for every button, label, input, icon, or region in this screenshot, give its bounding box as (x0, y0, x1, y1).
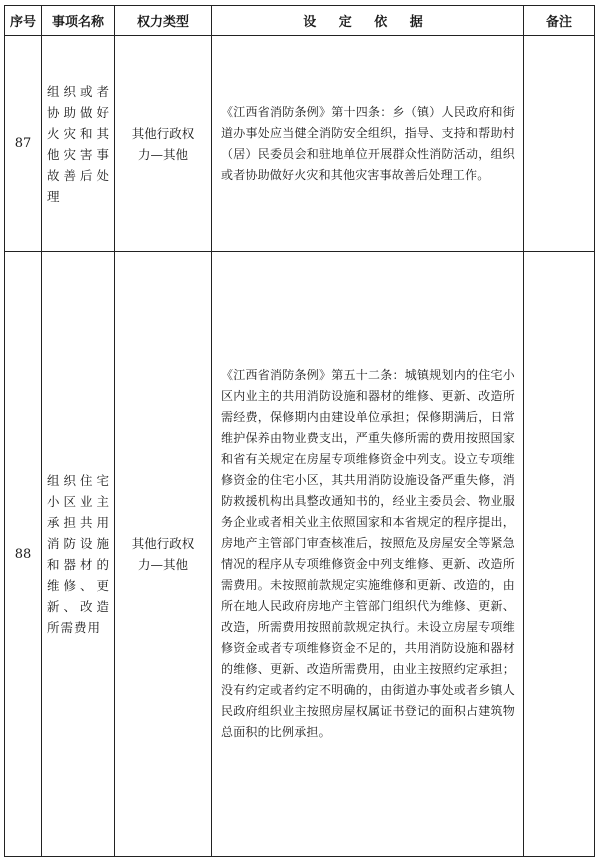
table-body (5, 36, 595, 857)
power-type-text: 其他行政权力—其他 (131, 536, 195, 572)
legal-basis: 《江西省消防条例》第五十二条：城镇规划内的住宅小区内业主的共用消防设施和器材的维修、更新、改造所需经费，保修期内由建设单位承担；保修期满后，日常维护保养由物业费支出，严重失修所需的费用按照国家和省有关规定在房屋专项维修资金中列支。设立专项维修资金的住宅小区，其共用消防设施设备严重失修，消防救援机构出具整改通知书的，经业主委员会、物业服务企业或者相关业主依照国家和本省规定的程序提出，房地产主管部门审查核准后，按照危及房屋安全等紧急情况的程序从专项维修资金中列支维修、更新、改造所需费用。未按照前款规定实施维修和更新、改造的，由所在地人民政府房地产主管部门组织代为维修、更新、改造，所需费用按照前款规定执行。未设立房屋专项维修资金或者专项维修资金不足的，共用消防设施和器材的维修、更新、改造所需费用，由业主按照约定承担；没有约定或者约定不明确的，由街道办事处或者乡镇人民政府组织业主按照房屋权属证书登记的面积占建筑物总面积的比例承担。 (212, 252, 524, 857)
power-type-text: 其他行政权力—其他 (131, 125, 195, 162)
header-basis: 设 定 依 据 (212, 6, 524, 36)
header-note: 备注 (524, 6, 595, 36)
row-number: 87 (5, 36, 42, 252)
power-type (115, 252, 212, 857)
item-name: 组织或者协助做好火灾和其他灾害事故善后处理 (42, 36, 115, 252)
item-name: 组织住宅小区业主承担共用消防设施和器材的维修、更新、改造所需费用 (42, 252, 115, 857)
table-header (5, 6, 595, 36)
header-no: 序号 (5, 6, 42, 36)
legal-basis: 《江西省消防条例》第十四条：乡（镇）人民政府和街道办事处应当健全消防安全组织，指导、支持和帮助村（居）民委员会和驻地单位开展群众性消防活动，组织或者协助做好火灾和其他灾害事故善后处理工作。 (212, 36, 524, 252)
header-row (5, 6, 595, 36)
table-row (5, 252, 595, 857)
remark (524, 36, 595, 252)
row-number: 88 (5, 252, 42, 857)
table-row (5, 36, 595, 252)
power-type (115, 36, 212, 252)
header-type: 权力类型 (115, 6, 212, 36)
header-name: 事项名称 (42, 6, 115, 36)
remark (524, 252, 595, 857)
rights-list-table (4, 5, 595, 857)
